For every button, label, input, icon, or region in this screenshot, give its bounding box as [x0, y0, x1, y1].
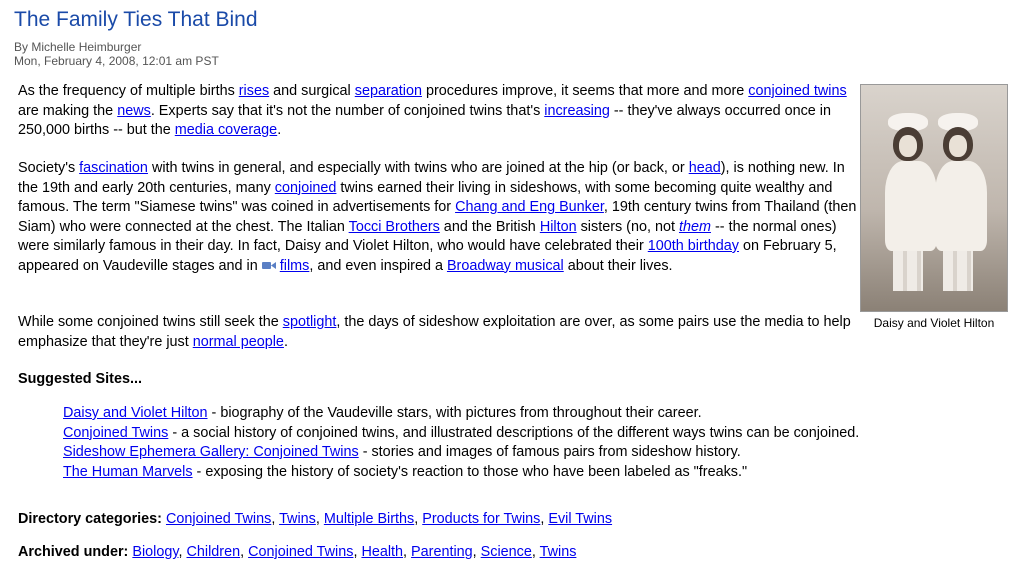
archive-link[interactable]: Children: [186, 544, 241, 560]
link-conjoined-twins[interactable]: conjoined twins: [748, 83, 847, 99]
link-increasing[interactable]: increasing: [544, 102, 610, 119]
paragraph-1: As the frequency of multiple births rises and surgical separation procedures improve, it seems that more and more conjoined twins are making the news. Experts say that it's not the number of conjoined twins that's increasing -- they've always occurred once in 250,000 births -- but the media coverage.: [18, 83, 847, 138]
category-link[interactable]: Multiple Births: [323, 511, 415, 527]
link-fascination[interactable]: fascination: [79, 160, 148, 176]
category-link[interactable]: Products for Twins: [422, 511, 541, 527]
byline: [14, 40, 219, 68]
list-item: Sideshow Ephemera Gallery: Conjoined Twins - stories and images of famous pairs from sideshow history.: [63, 444, 741, 460]
archive-link[interactable]: Biology: [132, 544, 179, 560]
link-films[interactable]: films: [279, 257, 310, 274]
hilton-sisters-photo: [860, 84, 1008, 312]
link-conjoined[interactable]: conjoined: [274, 179, 337, 196]
archive-link[interactable]: Health: [361, 544, 404, 560]
link-them[interactable]: them: [678, 218, 711, 235]
category-link[interactable]: Twins: [279, 511, 316, 527]
photo-person: [885, 113, 931, 291]
link-media-coverage[interactable]: media coverage: [174, 122, 278, 138]
link-spotlight[interactable]: spotlight: [282, 314, 337, 330]
list-item: Daisy and Violet Hilton - biography of the Vaudeville stars, with pictures from throughout their career.: [63, 405, 702, 421]
link-head[interactable]: head: [688, 160, 721, 176]
link-normal-people[interactable]: normal people: [192, 333, 284, 350]
page-title: The Family Ties That Bind: [14, 8, 258, 31]
link-broadway-musical[interactable]: Broadway musical: [446, 257, 564, 274]
archive-link[interactable]: Twins: [539, 544, 577, 560]
archived-under: Archived under: Biology, Children, Conjoined Twins, Health, Parenting, Science, Twins: [18, 544, 577, 560]
link-tocci-brothers[interactable]: Tocci Brothers: [348, 218, 440, 235]
photo-person: [935, 113, 981, 291]
photo-figure: [860, 84, 1008, 330]
archive-link[interactable]: Parenting: [411, 544, 473, 560]
link-100th-birthday[interactable]: 100th birthday: [647, 238, 739, 254]
link-separation[interactable]: separation: [354, 83, 422, 99]
site-link[interactable]: Conjoined Twins: [63, 424, 169, 441]
link-news[interactable]: news: [117, 102, 151, 119]
author: By Michelle Heimburger: [14, 40, 142, 54]
publish-date: Mon, February 4, 2008, 12:01 am PST: [14, 54, 219, 68]
site-link[interactable]: Sideshow Ephemera Gallery: Conjoined Twins: [63, 444, 359, 460]
video-camera-icon: [262, 261, 276, 270]
archive-link[interactable]: Conjoined Twins: [248, 544, 354, 560]
category-link[interactable]: Conjoined Twins: [165, 511, 272, 527]
link-chang-and-eng-bunker[interactable]: Chang and Eng Bunker: [455, 199, 604, 215]
suggested-sites-heading: Suggested Sites...: [18, 371, 142, 387]
site-link[interactable]: The Human Marvels: [63, 463, 193, 480]
paragraph-3: While some conjoined twins still seek the spotlight, the days of sideshow exploitation are over, as some pairs use the media to help emphasize that they're just normal people.: [18, 314, 851, 350]
link-hilton[interactable]: Hilton: [539, 218, 577, 235]
directory-categories: Directory categories: Conjoined Twins, Twins, Multiple Births, Products for Twins, Evil Twins: [18, 511, 613, 527]
paragraph-2: Society's fascination with twins in general, and especially with twins who are joined at the hip (or back, or head), is nothing new. In the 19th and early 20th centuries, many conjoined twins earned their living in sideshows, with some becoming quite wealthy and famous. The term "Siamese twins" was coined in advertisements for Chang and Eng Bunker, 19th century twins from Thailand (then Siam) who were connected at the chest. The Italian Tocci Brothers and the British Hilton sisters (no, not them -- the normal ones) were similarly famous in their day. In fact, Daisy and Violet Hilton, who would have celebrated their 100th birthday on February 5, appeared on Vaudeville stages and in films, and even inspired a Broadway musical about their lives.: [18, 160, 857, 274]
suggested-sites-list: [63, 404, 859, 482]
link-rises[interactable]: rises: [238, 83, 270, 99]
list-item: Conjoined Twins - a social history of conjoined twins, and illustrated descriptions of the different ways twins can be conjoined.: [63, 424, 860, 441]
archive-link[interactable]: Science: [480, 544, 532, 560]
site-link[interactable]: Daisy and Violet Hilton: [63, 405, 208, 421]
photo-caption: Daisy and Violet Hilton: [873, 316, 995, 330]
list-item: The Human Marvels - exposing the history of society's reaction to those who have been labeled as "freaks.": [63, 463, 748, 480]
category-link[interactable]: Evil Twins: [548, 511, 613, 527]
